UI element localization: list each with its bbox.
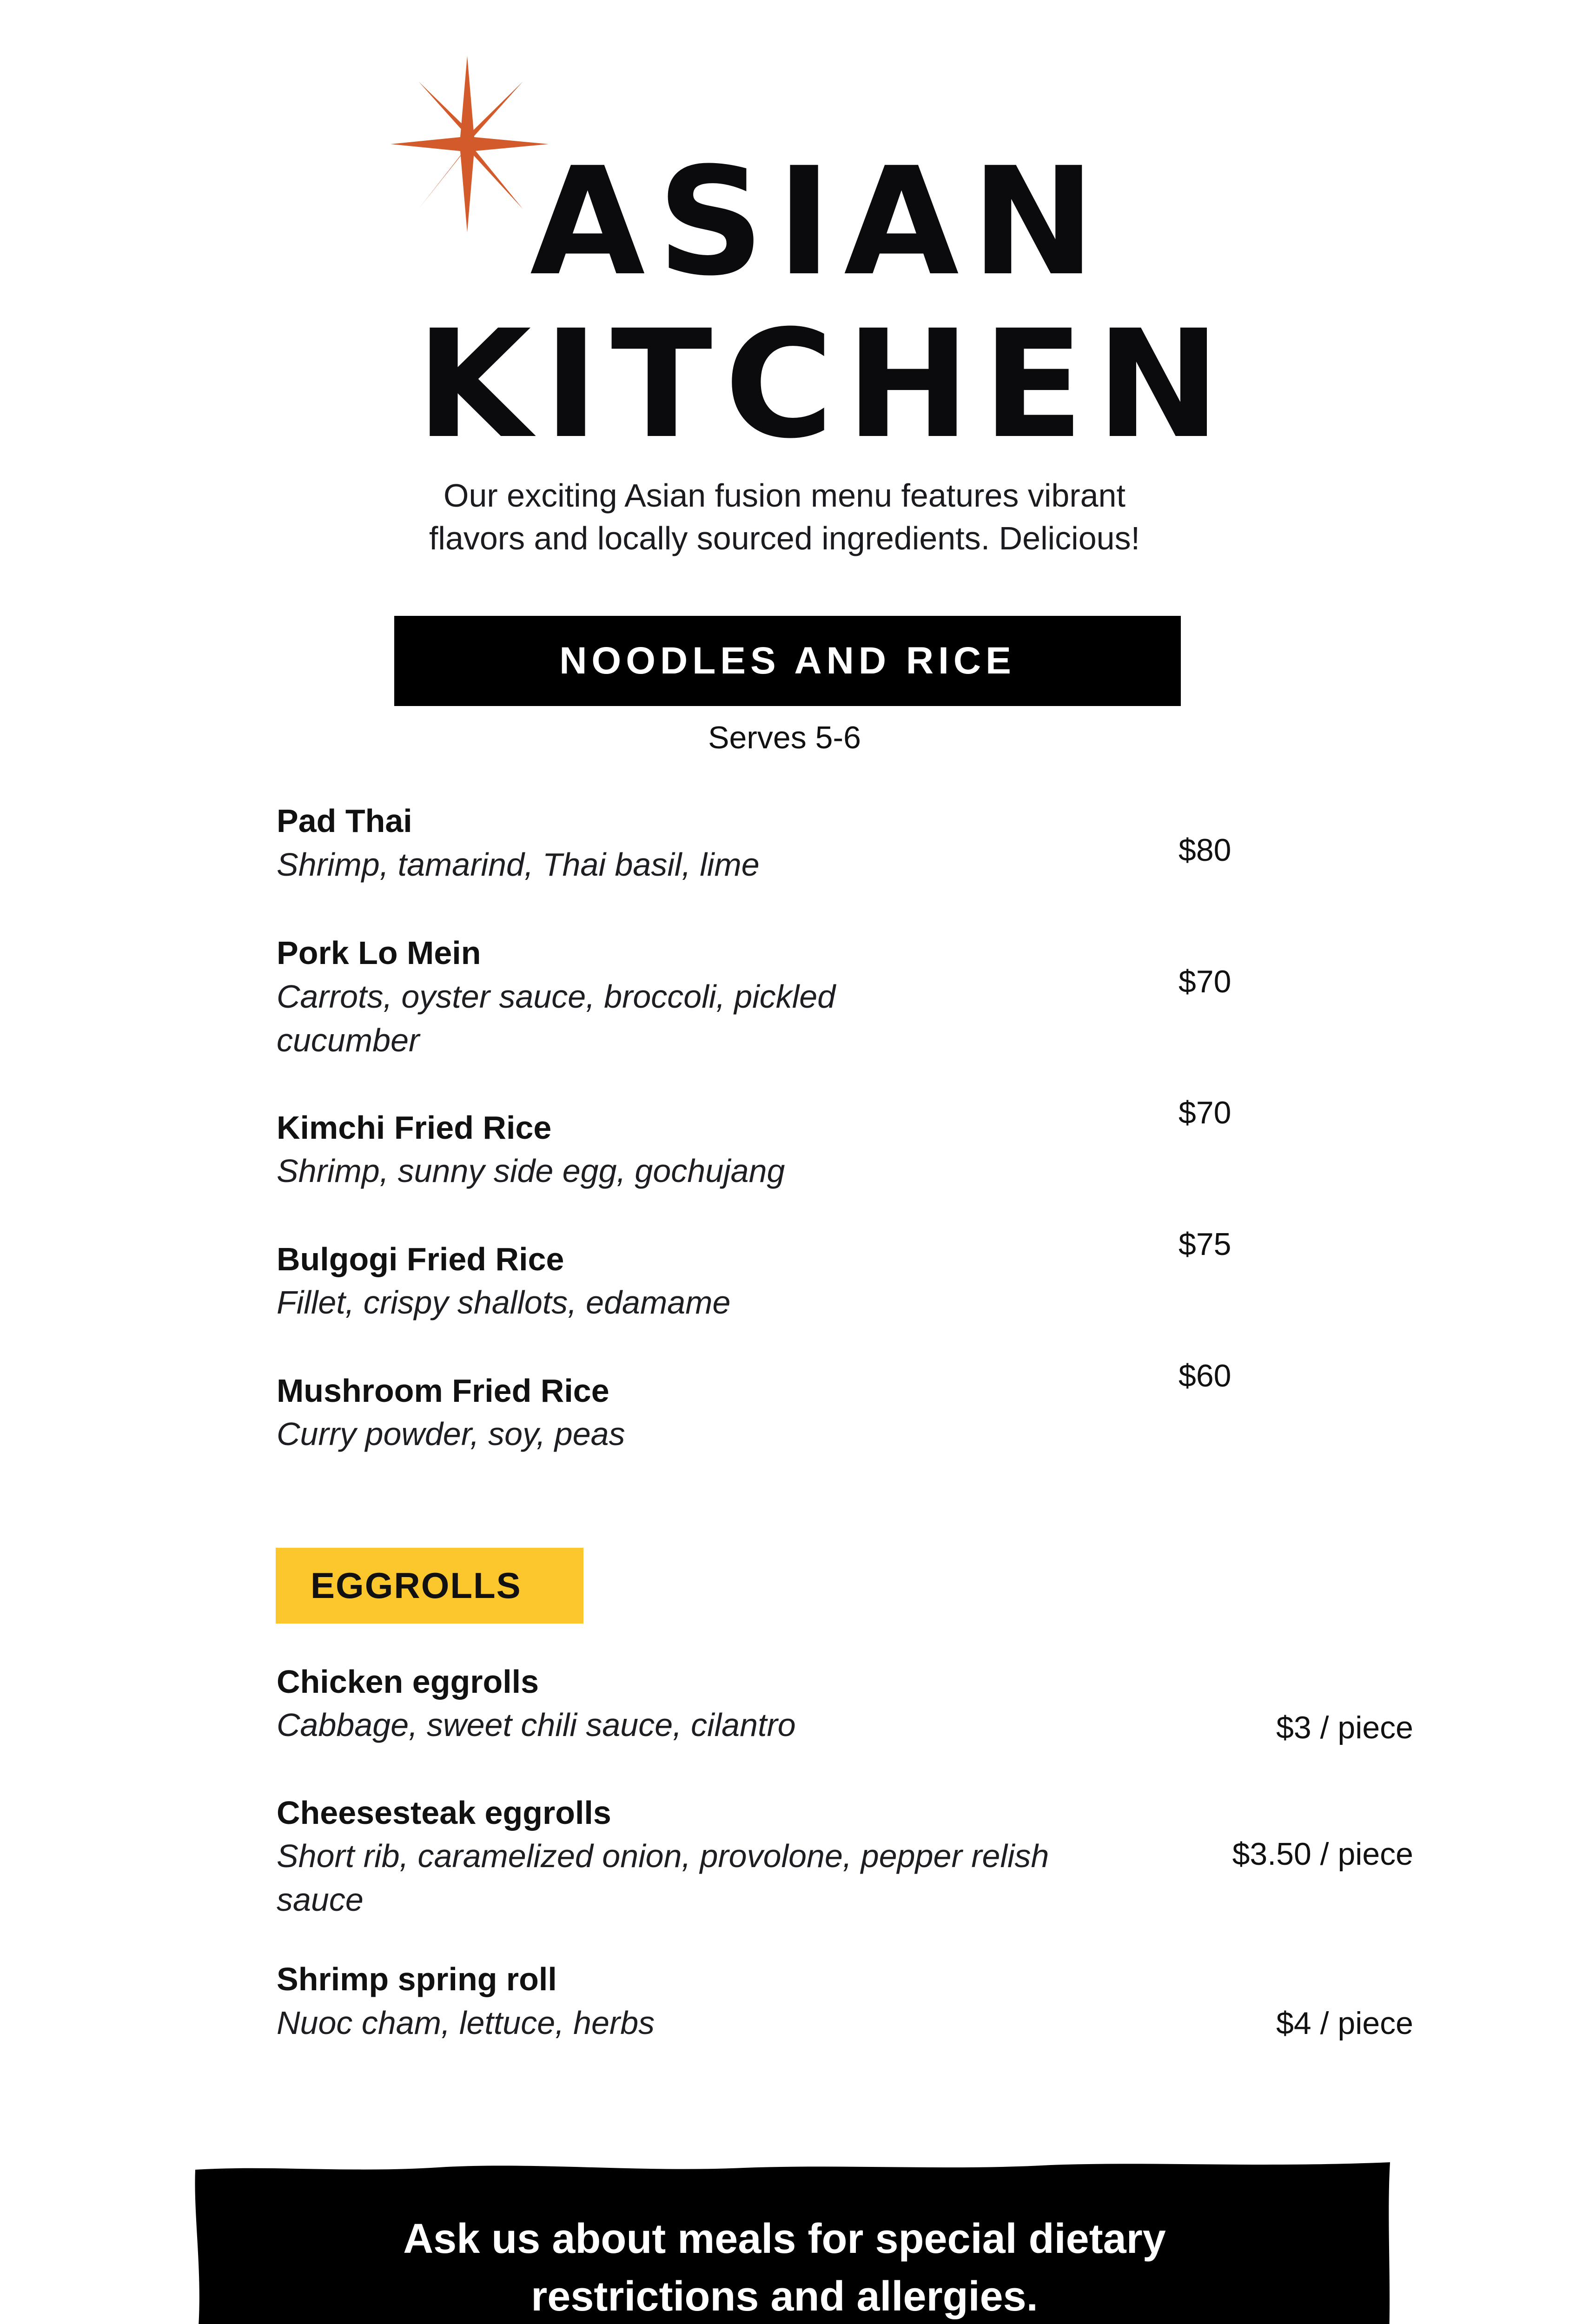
item-price: $80 — [1178, 832, 1231, 868]
item-name: Mushroom Fried Rice — [277, 1373, 609, 1409]
page-title-line-1: ASIAN — [530, 136, 1108, 309]
item-price: $60 — [1178, 1358, 1231, 1393]
item-description: Carrots, oyster sauce, broccoli, pickled — [277, 978, 836, 1015]
item-name: Kimchi Fried Rice — [277, 1109, 552, 1146]
section-title-eggrolls: EGGROLLS — [311, 1565, 522, 1606]
section-header-noodles — [394, 616, 1181, 706]
section-header-eggrolls — [276, 1548, 583, 1624]
item-name: Shrimp spring roll — [277, 1961, 557, 1997]
page-title-line-2: KITCHEN — [416, 298, 1233, 471]
item-price: $75 — [1178, 1227, 1231, 1262]
item-description: Fillet, crispy shallots, edamame — [277, 1284, 731, 1320]
item-name: Pad Thai — [277, 803, 412, 839]
item-price: $3.50 / piece — [1232, 1836, 1413, 1872]
item-name: Chicken eggrolls — [277, 1664, 539, 1700]
star-burst-icon — [391, 56, 549, 232]
item-price: $70 — [1178, 964, 1231, 999]
intro-text-line-1: Our exciting Asian fusion menu features vibrant — [444, 477, 1125, 514]
item-price: $70 — [1178, 1095, 1231, 1130]
serves-note: Serves 5-6 — [708, 720, 861, 755]
item-price: $3 / piece — [1276, 1710, 1413, 1745]
item-description: Short rib, caramelized onion, provolone, pepper relish — [277, 1838, 1049, 1874]
item-description: Shrimp, tamarind, Thai basil, lime — [277, 846, 760, 883]
item-description-cont: cucumber — [277, 1022, 420, 1058]
callout-bold-line-1: Ask us about meals for special dietary — [403, 2216, 1166, 2262]
section-title-noodles: NOODLES AND RICE — [559, 640, 1016, 682]
item-price: $4 / piece — [1276, 2006, 1413, 2041]
callout-bold-text — [0, 2210, 1569, 2324]
intro-text-line-2: flavors and locally sourced ingredients. Delicious! — [429, 520, 1140, 556]
item-description-cont: sauce — [277, 1882, 364, 1918]
item-name: Cheesesteak eggrolls — [277, 1795, 611, 1831]
item-name: Pork Lo Mein — [277, 935, 481, 971]
item-description: Cabbage, sweet chili sauce, cilantro — [277, 1707, 796, 1743]
callout-bold-line-2: restrictions and allergies. — [531, 2273, 1038, 2320]
item-description: Shrimp, sunny side egg, gochujang — [277, 1153, 785, 1189]
item-name: Bulgogi Fried Rice — [277, 1241, 564, 1277]
item-description: Nuoc cham, lettuce, herbs — [277, 2005, 655, 2041]
item-description: Curry powder, soy, peas — [277, 1416, 625, 1452]
